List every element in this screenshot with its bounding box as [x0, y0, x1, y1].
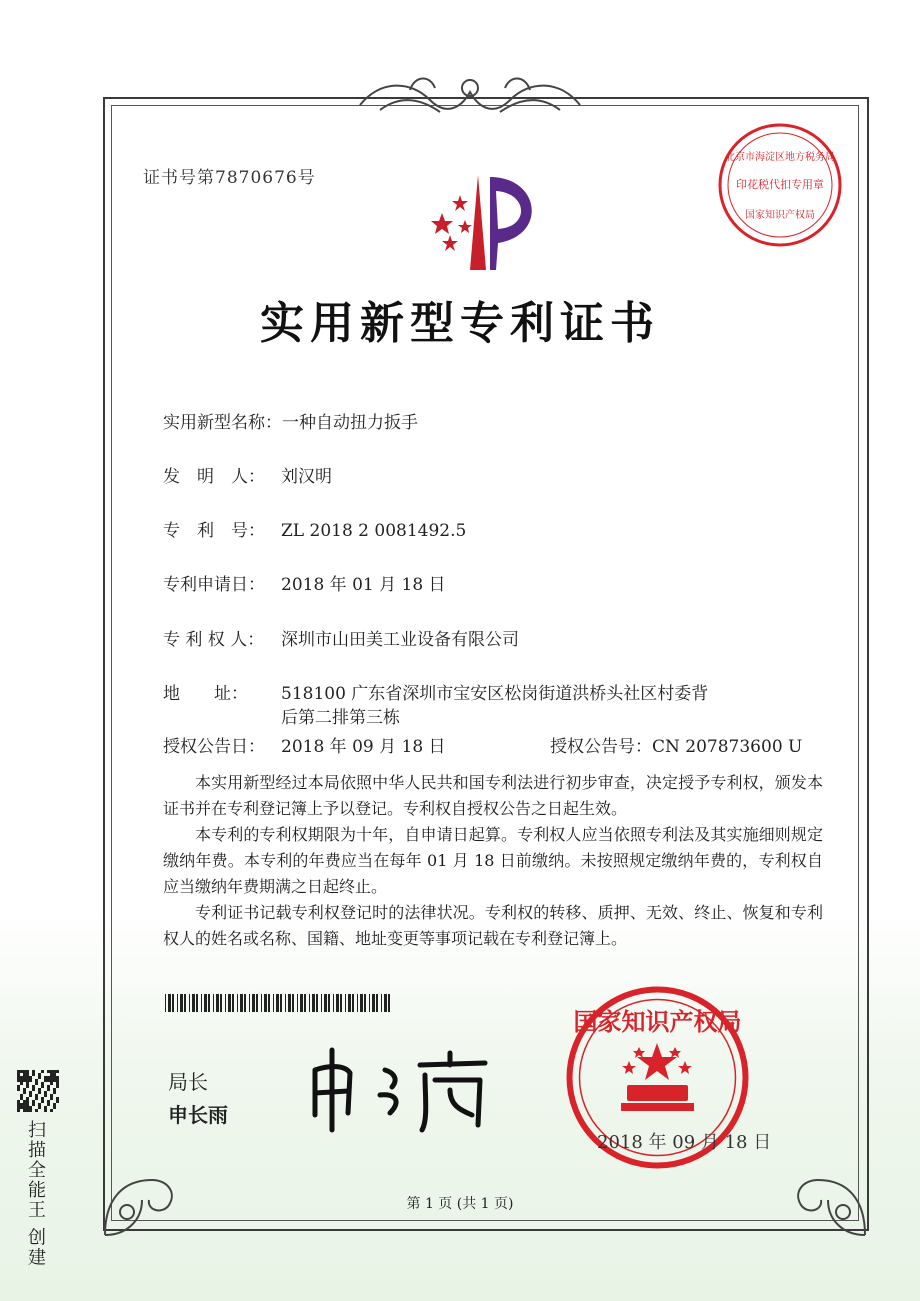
- grant-date-row: [163, 732, 446, 757]
- qr-module: [56, 1100, 59, 1103]
- barcode-bar: [261, 994, 262, 1012]
- barcode-bar: [172, 994, 174, 1012]
- utility-model-name-value: 一种自动扭力扳手: [282, 413, 418, 433]
- barcode-bar: [252, 994, 255, 1012]
- barcode-bar: [208, 994, 210, 1012]
- filing-date-row: [163, 570, 446, 595]
- grant-number-label: 授权公告号：: [550, 737, 652, 757]
- qr-module: [17, 1073, 20, 1076]
- qr-module: [20, 1082, 23, 1085]
- qr-module: [26, 1082, 29, 1085]
- barcode: [165, 994, 390, 1012]
- barcode-bar: [324, 994, 327, 1012]
- seal-date: 2018 年 09 月 18 日: [597, 1132, 772, 1153]
- inventor-value: 刘汉明: [281, 467, 332, 487]
- barcode-bar: [216, 994, 219, 1012]
- barcode-bar: [228, 994, 231, 1012]
- barcode-bar: [204, 994, 207, 1012]
- barcode-bar: [273, 994, 274, 1012]
- grant-number-row: [550, 732, 802, 757]
- qr-module: [23, 1076, 26, 1079]
- barcode-bar: [340, 994, 342, 1012]
- qr-module: [56, 1085, 59, 1088]
- barcode-bar: [264, 994, 267, 1012]
- qr-module: [32, 1073, 35, 1076]
- qr-module: [50, 1076, 53, 1079]
- qr-module: [38, 1073, 41, 1076]
- director-title: 局长: [168, 1070, 208, 1094]
- qr-module: [20, 1079, 23, 1082]
- qr-module: [26, 1079, 29, 1082]
- filing-date-value: 2018 年 01 月 18 日: [281, 575, 446, 595]
- tax-seal-top-text: 北京市海淀区地方税务局: [725, 152, 835, 163]
- barcode-bar: [300, 994, 303, 1012]
- address-line-2: 后第二排第三栋: [281, 708, 400, 728]
- address-label: 地 址：: [163, 684, 248, 704]
- qr-module: [17, 1103, 20, 1106]
- patent-number-label: 专 利 号：: [163, 521, 265, 541]
- barcode-bar: [328, 994, 330, 1012]
- qr-code: [17, 1070, 59, 1112]
- certificate-title: 实用新型专利证书: [260, 298, 660, 349]
- barcode-bar: [360, 994, 363, 1012]
- qr-module: [53, 1091, 56, 1094]
- director-signature: [300, 1035, 500, 1135]
- qr-module: [26, 1070, 29, 1073]
- qr-module: [23, 1088, 26, 1091]
- qr-module: [26, 1097, 29, 1100]
- barcode-bar: [388, 994, 390, 1012]
- barcode-bar: [177, 994, 178, 1012]
- cnipa-logo: [420, 165, 560, 280]
- qr-module: [44, 1106, 47, 1109]
- qr-module: [53, 1088, 56, 1091]
- barcode-bar: [348, 994, 351, 1012]
- barcode-bar: [285, 994, 286, 1012]
- qr-module: [38, 1106, 41, 1109]
- barcode-bar: [165, 994, 166, 1012]
- qr-module: [32, 1085, 35, 1088]
- qr-module: [29, 1106, 32, 1109]
- barcode-bar: [292, 994, 294, 1012]
- patentee-value: 深圳市山田美工业设备有限公司: [281, 630, 519, 650]
- qr-module: [56, 1097, 59, 1100]
- qr-module: [35, 1079, 38, 1082]
- grant-number-value: CN 207873600 U: [652, 737, 803, 757]
- qr-module: [56, 1076, 59, 1079]
- barcode-bar: [352, 994, 354, 1012]
- barcode-bar: [213, 994, 214, 1012]
- barcode-bar: [256, 994, 258, 1012]
- qr-module: [53, 1076, 56, 1079]
- barcode-bar: [369, 994, 370, 1012]
- qr-module: [23, 1106, 26, 1109]
- qr-module: [41, 1082, 44, 1085]
- qr-module: [53, 1070, 56, 1073]
- address-row: [163, 679, 708, 704]
- qr-module: [29, 1079, 32, 1082]
- qr-module: [26, 1103, 29, 1106]
- qr-module: [17, 1088, 20, 1091]
- qr-module: [47, 1076, 50, 1079]
- qr-module: [44, 1091, 47, 1094]
- qr-module: [29, 1094, 32, 1097]
- barcode-bar: [189, 994, 190, 1012]
- qr-module: [38, 1103, 41, 1106]
- qr-module: [41, 1097, 44, 1100]
- barcode-bar: [304, 994, 306, 1012]
- qr-module: [47, 1085, 50, 1088]
- qr-module: [50, 1094, 53, 1097]
- utility-model-name-row: [163, 408, 418, 433]
- inventor-row: [163, 462, 332, 487]
- barcode-bar: [201, 994, 202, 1012]
- qr-module: [17, 1106, 20, 1109]
- barcode-bar: [168, 994, 171, 1012]
- barcode-bar: [357, 994, 358, 1012]
- qr-module: [41, 1100, 44, 1103]
- qr-module: [47, 1100, 50, 1103]
- qr-module: [20, 1097, 23, 1100]
- tax-seal-inner-text: 印花税代扣专用章: [736, 178, 824, 191]
- qr-module: [53, 1073, 56, 1076]
- qr-module: [56, 1082, 59, 1085]
- barcode-bar: [180, 994, 183, 1012]
- qr-module: [47, 1079, 50, 1082]
- barcode-bar: [280, 994, 282, 1012]
- barcode-bar: [376, 994, 378, 1012]
- director-name: 申长雨: [168, 1103, 228, 1127]
- qr-module: [26, 1085, 29, 1088]
- qr-module: [20, 1094, 23, 1097]
- qr-module: [17, 1070, 20, 1073]
- barcode-bar: [276, 994, 279, 1012]
- grant-date-label: 授权公告日：: [163, 737, 265, 757]
- qr-module: [32, 1103, 35, 1106]
- qr-module: [23, 1100, 26, 1103]
- qr-module: [32, 1088, 35, 1091]
- qr-module: [29, 1109, 32, 1112]
- barcode-bar: [333, 994, 334, 1012]
- qr-module: [53, 1079, 56, 1082]
- qr-module: [35, 1082, 38, 1085]
- qr-module: [20, 1070, 23, 1073]
- barcode-bar: [244, 994, 246, 1012]
- page-number: 第 1 页 (共 1 页): [406, 1196, 514, 1212]
- qr-module: [23, 1079, 26, 1082]
- paragraph-2: 本专利的专利权期限为十年，自申请日起算。专利权人应当依照专利法及其实施细则规定缴纳年费。本专利的年费应当在每年 01 月 18 日前缴纳。未按照规定缴纳年费的，专利权自应当缴纳年费期满之日起终止。: [163, 825, 823, 896]
- qr-module: [44, 1076, 47, 1079]
- barcode-bar: [364, 994, 366, 1012]
- barcode-bar: [249, 994, 250, 1012]
- certificate-number: 证书号第7870676号: [143, 168, 316, 188]
- qr-module: [50, 1070, 53, 1073]
- qr-module: [47, 1070, 50, 1073]
- barcode-bar: [336, 994, 339, 1012]
- scanner-watermark: 扫描全能王 创建: [25, 1120, 46, 1268]
- qr-module: [35, 1109, 38, 1112]
- qr-module: [53, 1103, 56, 1106]
- patentee-label: 专 利 权 人：: [163, 630, 265, 650]
- qr-module: [17, 1085, 20, 1088]
- grant-date-value: 2018 年 09 月 18 日: [281, 737, 446, 757]
- qr-module: [53, 1106, 56, 1109]
- qr-module: [20, 1076, 23, 1079]
- qr-module: [50, 1097, 53, 1100]
- qr-module: [26, 1073, 29, 1076]
- barcode-bar: [240, 994, 243, 1012]
- qr-module: [17, 1079, 20, 1082]
- qr-module: [17, 1076, 20, 1079]
- qr-module: [38, 1076, 41, 1079]
- qr-module: [17, 1109, 20, 1112]
- qr-module: [26, 1100, 29, 1103]
- qr-module: [47, 1088, 50, 1091]
- qr-module: [23, 1091, 26, 1094]
- qr-module: [56, 1079, 59, 1082]
- qr-module: [35, 1097, 38, 1100]
- qr-module: [47, 1103, 50, 1106]
- qr-module: [26, 1106, 29, 1109]
- barcode-bar: [309, 994, 310, 1012]
- qr-module: [17, 1100, 20, 1103]
- qr-module: [29, 1076, 32, 1079]
- barcode-bar: [316, 994, 318, 1012]
- qr-module: [41, 1085, 44, 1088]
- qr-module: [50, 1109, 53, 1112]
- qr-module: [23, 1103, 26, 1106]
- qr-module: [38, 1091, 41, 1094]
- barcode-bar: [196, 994, 198, 1012]
- barcode-bar: [381, 994, 382, 1012]
- qr-module: [23, 1109, 26, 1112]
- qr-module: [38, 1088, 41, 1091]
- qr-module: [41, 1070, 44, 1073]
- qr-module: [32, 1100, 35, 1103]
- barcode-bar: [192, 994, 195, 1012]
- patent-number-value: ZL 2018 2 0081492.5: [281, 521, 467, 541]
- inventor-label: 发 明 人：: [163, 467, 265, 487]
- paragraph-3: 专利证书记载专利权登记时的法律状况。专利权的转移、质押、无效、终止、恢复和专利权人的姓名或名称、国籍、地址变更等事项记载在专利登记簿上。: [163, 903, 823, 948]
- barcode-bar: [312, 994, 315, 1012]
- tax-seal-bottom-text: 国家知识产权局: [745, 210, 815, 221]
- utility-model-name-label: 实用新型名称：: [163, 413, 282, 433]
- qr-module: [35, 1094, 38, 1097]
- qr-module: [44, 1079, 47, 1082]
- barcode-bar: [225, 994, 226, 1012]
- top-ornament: [350, 70, 590, 125]
- qr-module: [50, 1079, 53, 1082]
- qr-module: [20, 1103, 23, 1106]
- paragraph-1: 本实用新型经过本局依照中华人民共和国专利法进行初步审查，决定授予专利权，颁发本证书并在专利登记簿上予以登记。专利权自授权公告之日起生效。: [163, 773, 823, 818]
- barcode-bar: [268, 994, 270, 1012]
- barcode-bar: [288, 994, 291, 1012]
- barcode-bar: [345, 994, 346, 1012]
- address-line-1: 518100 广东省深圳市宝安区松岗街道洪桥头社区村委背: [281, 684, 709, 704]
- qr-module: [26, 1076, 29, 1079]
- barcode-bar: [220, 994, 222, 1012]
- barcode-bar: [372, 994, 375, 1012]
- qr-module: [26, 1109, 29, 1112]
- qr-module: [23, 1070, 26, 1073]
- patentee-row: [163, 625, 519, 650]
- barcode-bar: [237, 994, 238, 1012]
- qr-module: [32, 1070, 35, 1073]
- qr-module: [23, 1073, 26, 1076]
- patent-number-row: [163, 516, 466, 541]
- barcode-bar: [184, 994, 186, 1012]
- barcode-bar: [232, 994, 234, 1012]
- seal-text: 国家知识产权局: [573, 1008, 742, 1036]
- barcode-bar: [297, 994, 298, 1012]
- barcode-bar: [384, 994, 387, 1012]
- qr-module: [44, 1109, 47, 1112]
- qr-module: [44, 1094, 47, 1097]
- qr-module: [50, 1073, 53, 1076]
- qr-module: [29, 1091, 32, 1094]
- tax-seal: [715, 120, 845, 250]
- qr-module: [56, 1070, 59, 1073]
- barcode-bar: [321, 994, 322, 1012]
- filing-date-label: 专利申请日：: [163, 575, 265, 595]
- qr-module: [50, 1082, 53, 1085]
- qr-module: [20, 1106, 23, 1109]
